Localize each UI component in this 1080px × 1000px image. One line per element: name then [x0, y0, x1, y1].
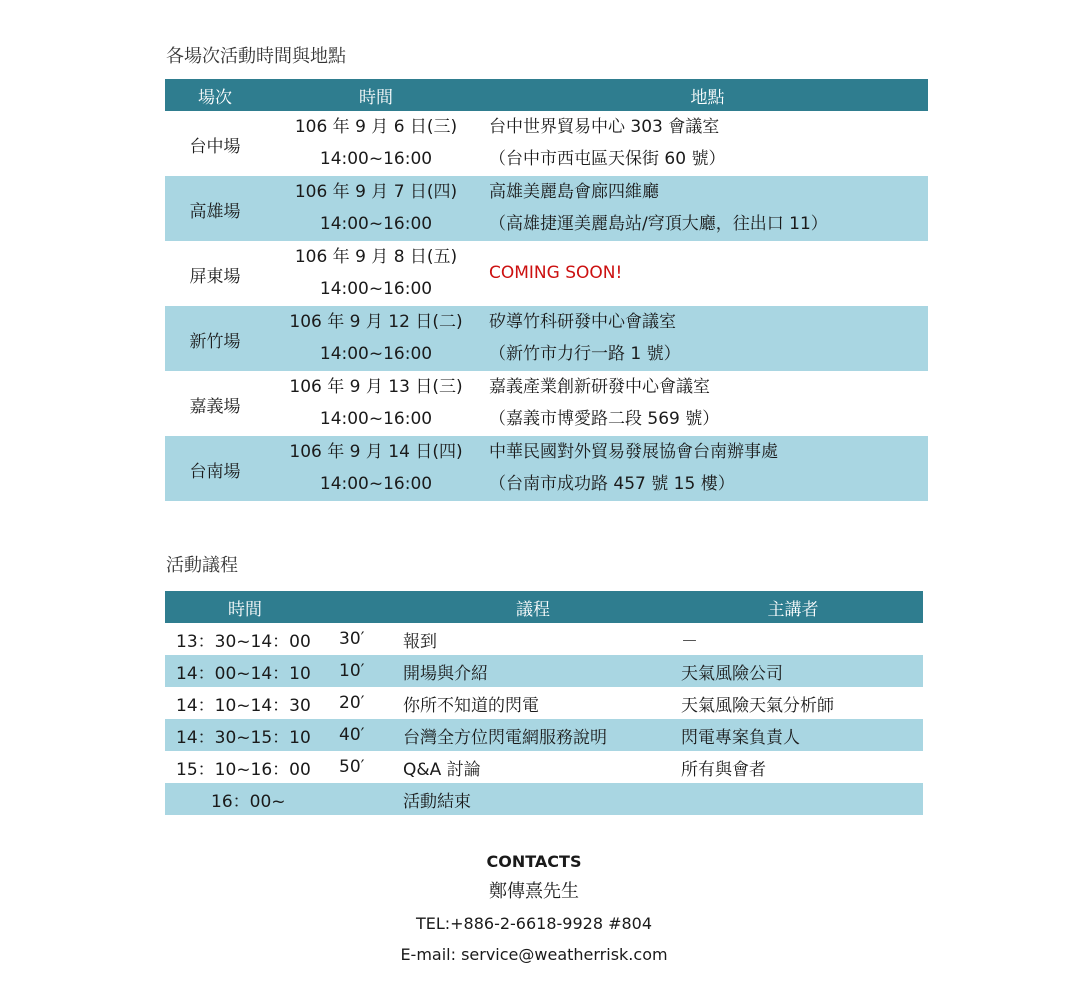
session-time: 14:00~16:00 — [319, 214, 433, 234]
session-place: 矽導竹科研發中心會議室 — [489, 312, 676, 332]
agenda-duration: 20′ — [339, 693, 365, 713]
header-agenda-time: 時間 — [228, 599, 262, 620]
agenda-time: 13：30~14：00 — [176, 631, 311, 652]
session-venue: 嘉義場 — [189, 397, 241, 417]
agenda-duration: 50′ — [339, 757, 365, 777]
agenda-time: 16：00~ — [211, 791, 286, 812]
agenda-time: 14：30~15：10 — [176, 727, 311, 748]
session-address: （台南市成功路 457 號 15 樓） — [489, 474, 735, 494]
contacts-section — [0, 848, 1068, 970]
agenda-item: 開場與介紹 — [403, 663, 488, 684]
session-venue: 台中場 — [189, 137, 241, 157]
sessions-section-title: 各場次活動時間與地點 — [166, 46, 346, 67]
agenda-section-title: 活動議程 — [166, 555, 238, 576]
session-venue: 高雄場 — [189, 202, 241, 222]
session-date: 106 年 9 月 14 日(四) — [289, 442, 463, 462]
session-place: 台中世界貿易中心 303 會議室 — [489, 117, 720, 137]
contact-phone[interactable]: TEL:+886-2-6618-9928 #804 — [415, 914, 653, 933]
agenda-row — [165, 719, 923, 751]
session-date: 106 年 9 月 13 日(三) — [289, 377, 463, 397]
session-date: 106 年 9 月 6 日(三) — [294, 117, 458, 137]
session-time: 14:00~16:00 — [319, 344, 433, 364]
session-venue: 台南場 — [189, 462, 241, 482]
agenda-item: 報到 — [403, 631, 437, 652]
sessions-table-header — [165, 79, 928, 111]
session-time: 14:00~16:00 — [319, 149, 433, 169]
agenda-table-header — [165, 591, 923, 623]
agenda-item: 台灣全方位閃電網服務說明 — [403, 727, 607, 748]
agenda-speaker: 天氣風險天氣分析師 — [681, 695, 834, 716]
agenda-table — [165, 591, 923, 815]
agenda-speaker: 所有與會者 — [681, 759, 766, 780]
agenda-row — [165, 687, 923, 719]
session-address: （台中市西屯區天保街 60 號） — [489, 149, 726, 169]
agenda-time: 14：10~14：30 — [176, 695, 311, 716]
agenda-duration: 30′ — [339, 629, 365, 649]
agenda-duration: 10′ — [339, 661, 365, 681]
session-date: 106 年 9 月 12 日(二) — [289, 312, 463, 332]
agenda-row — [165, 623, 923, 655]
contacts-title: CONTACTS — [486, 852, 582, 871]
session-address: （嘉義市博愛路二段 569 號） — [489, 409, 720, 429]
contact-name: 鄭傳熹先生 — [489, 881, 579, 902]
session-row-chiayi — [165, 371, 928, 436]
agenda-row — [165, 783, 923, 815]
session-row-pingtung — [165, 241, 928, 306]
session-row-hsinchu — [165, 306, 928, 371]
session-place: 高雄美麗島會廊四維廳 — [489, 182, 659, 202]
agenda-row — [165, 655, 923, 687]
agenda-speaker: 天氣風險公司 — [681, 663, 783, 684]
agenda-time: 14：00~14：10 — [176, 663, 311, 684]
sessions-table — [165, 79, 928, 501]
session-time: 14:00~16:00 — [319, 279, 433, 299]
session-date: 106 年 9 月 7 日(四) — [294, 182, 458, 202]
agenda-item: 你所不知道的閃電 — [403, 695, 539, 716]
agenda-duration: 40′ — [339, 725, 365, 745]
agenda-speaker: 閃電專案負責人 — [681, 727, 800, 748]
coming-soon-label: COMING SOON! — [489, 263, 623, 283]
session-place: 嘉義產業創新研發中心會議室 — [489, 377, 710, 397]
session-row-taichung — [165, 111, 928, 176]
session-address: （新竹市力行一路 1 號） — [489, 344, 681, 364]
session-venue: 屏東場 — [189, 267, 241, 287]
agenda-time: 15：10~16：00 — [176, 759, 311, 780]
agenda-item: Q&A 討論 — [403, 759, 481, 780]
header-time: 時間 — [359, 87, 393, 108]
session-date: 106 年 9 月 8 日(五) — [294, 247, 458, 267]
session-time: 14:00~16:00 — [319, 409, 433, 429]
session-time: 14:00~16:00 — [319, 474, 433, 494]
contact-email[interactable]: E-mail: service@weatherrisk.com — [400, 945, 668, 964]
header-place: 地點 — [690, 87, 725, 108]
session-row-kaohsiung — [165, 176, 928, 241]
header-agenda-item: 議程 — [516, 599, 550, 620]
header-venue: 場次 — [198, 87, 232, 108]
session-address: （高雄捷運美麗島站/穹頂大廳，往出口 11） — [489, 214, 828, 234]
agenda-speaker: － — [681, 631, 698, 652]
session-venue: 新竹場 — [189, 332, 241, 352]
session-place: 中華民國對外貿易發展協會台南辦事處 — [489, 442, 778, 462]
header-agenda-speaker: 主講者 — [767, 599, 819, 620]
agenda-row — [165, 751, 923, 783]
session-row-tainan — [165, 436, 928, 501]
agenda-item: 活動結束 — [403, 791, 471, 812]
